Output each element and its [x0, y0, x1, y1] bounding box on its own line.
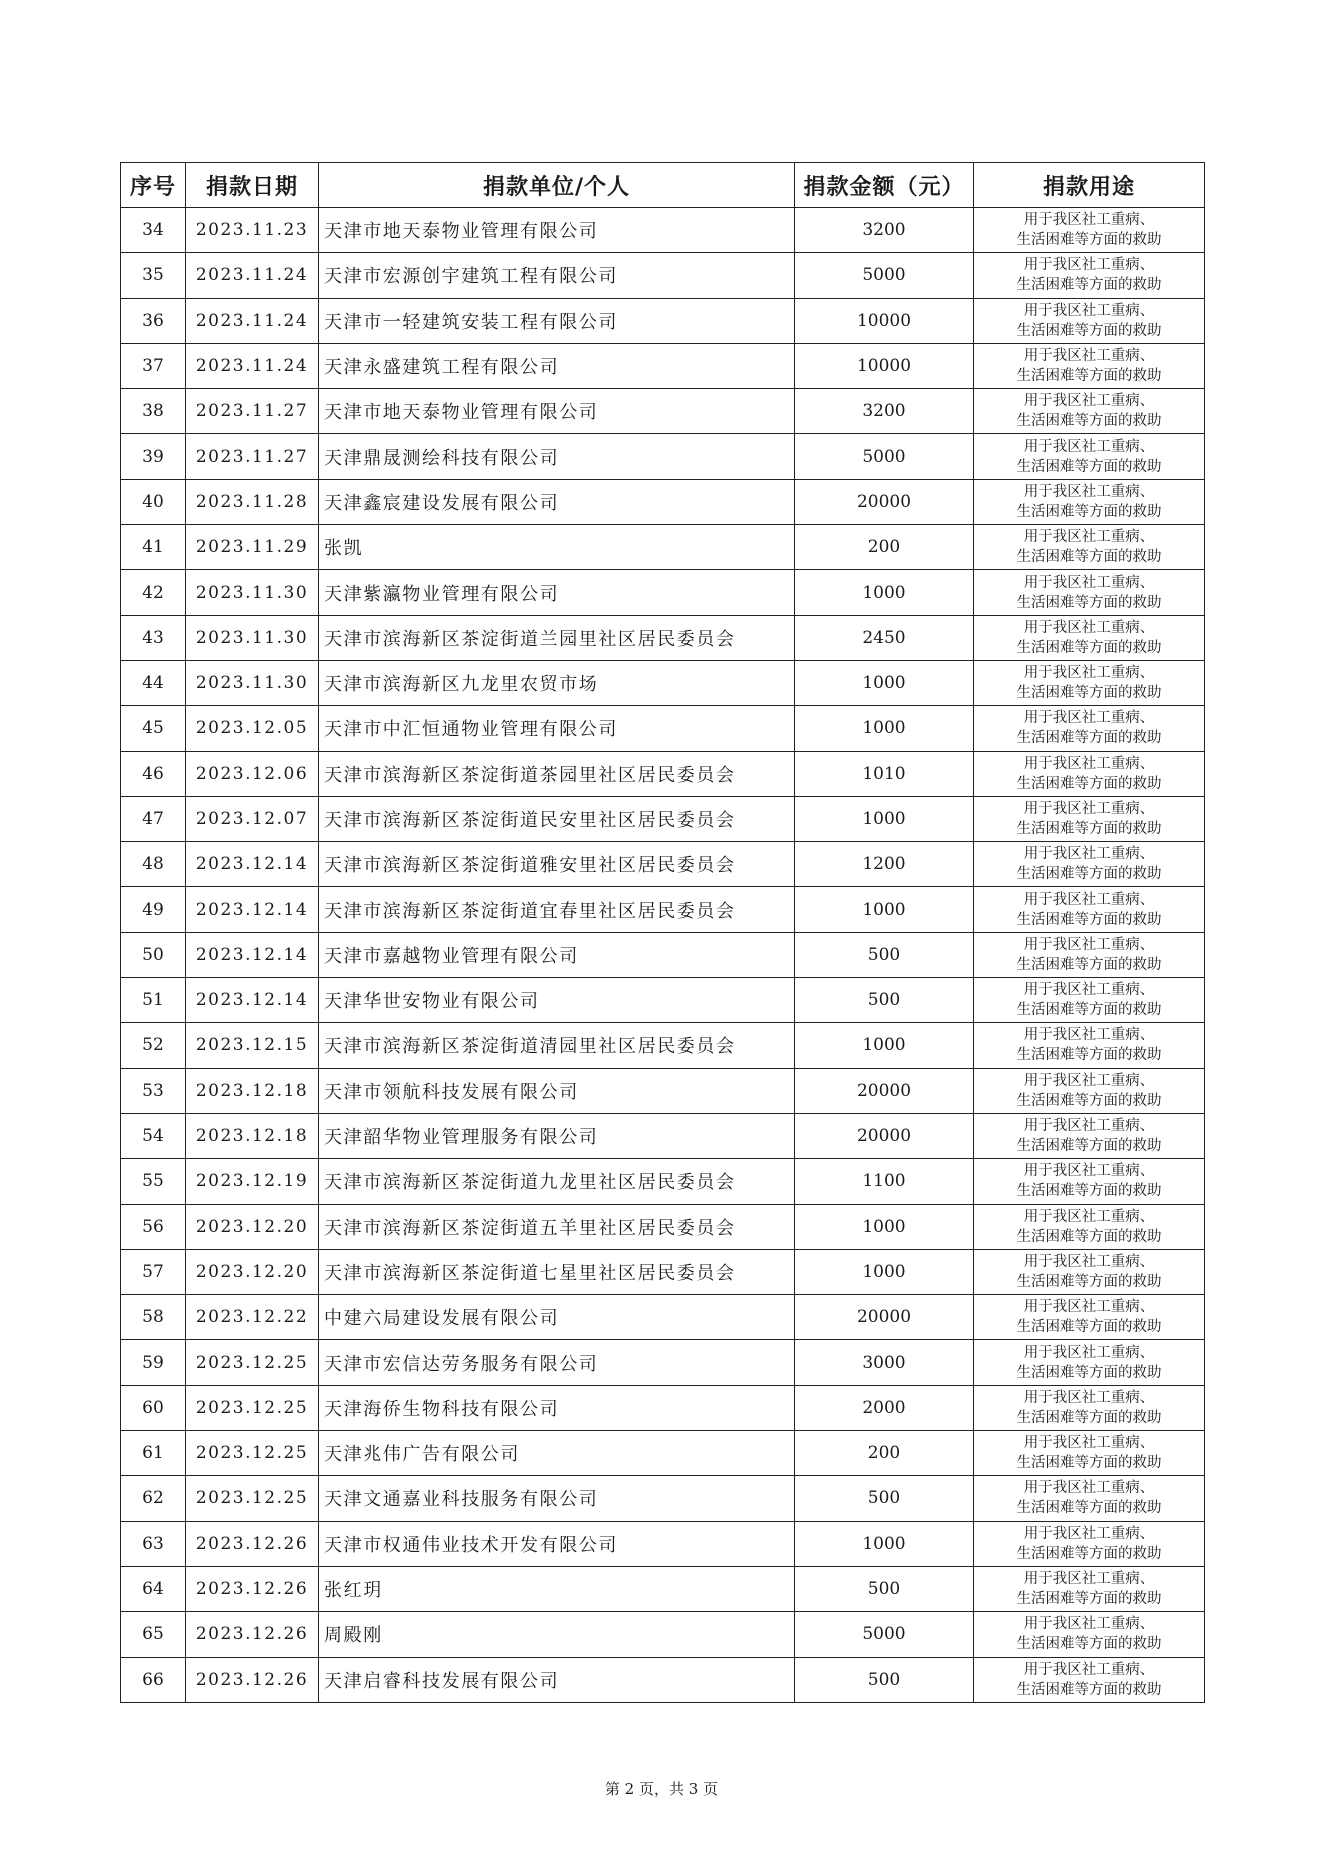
row-purpose [974, 1385, 1205, 1430]
row-purpose-line: 用于我区社工重病、 [1023, 619, 1155, 636]
table-row [121, 1476, 1205, 1521]
row-date: 2023.11.30 [186, 660, 319, 705]
row-purpose-line: 生活困难等方面的救助 [1016, 503, 1162, 520]
row-purpose [974, 298, 1205, 343]
row-purpose-line: 生活困难等方面的救助 [1016, 1183, 1162, 1200]
table-row [121, 660, 1205, 705]
row-purpose [974, 1431, 1205, 1476]
row-purpose-line: 用于我区社工重病、 [1023, 1389, 1155, 1406]
row-donor: 天津市滨海新区九龙里农贸市场 [319, 660, 795, 705]
row-amount: 1000 [795, 796, 974, 841]
row-date: 2023.11.27 [186, 434, 319, 479]
row-purpose [974, 978, 1205, 1023]
row-purpose-line: 用于我区社工重病、 [1023, 665, 1155, 682]
row-purpose-line: 生活困难等方面的救助 [1016, 1636, 1162, 1653]
row-purpose-line: 生活困难等方面的救助 [1016, 1047, 1162, 1064]
row-number: 36 [121, 298, 186, 343]
row-purpose-line: 生活困难等方面的救助 [1016, 1591, 1162, 1608]
row-donor: 中建六局建设发展有限公司 [319, 1295, 795, 1340]
table-row [121, 343, 1205, 388]
row-number: 62 [121, 1476, 186, 1521]
row-donor: 天津启睿科技发展有限公司 [319, 1657, 795, 1702]
table-row [121, 389, 1205, 434]
row-donor: 天津市一轻建筑安装工程有限公司 [319, 298, 795, 343]
row-purpose-line: 生活困难等方面的救助 [1016, 322, 1162, 339]
row-purpose-line: 生活困难等方面的救助 [1016, 413, 1162, 430]
row-donor: 天津市中汇恒通物业管理有限公司 [319, 706, 795, 751]
row-date: 2023.12.25 [186, 1476, 319, 1521]
table-row [121, 1068, 1205, 1113]
row-purpose-line: 生活困难等方面的救助 [1016, 1228, 1162, 1245]
row-purpose [974, 343, 1205, 388]
table-row [121, 887, 1205, 932]
row-date: 2023.12.22 [186, 1295, 319, 1340]
row-purpose-line: 生活困难等方面的救助 [1016, 956, 1162, 973]
row-purpose-line: 用于我区社工重病、 [1023, 529, 1155, 546]
table-body [121, 208, 1205, 1703]
row-date: 2023.11.27 [186, 389, 319, 434]
row-amount: 20000 [795, 1295, 974, 1340]
row-amount: 2450 [795, 615, 974, 660]
row-purpose [974, 1023, 1205, 1068]
row-number: 52 [121, 1023, 186, 1068]
row-number: 61 [121, 1431, 186, 1476]
row-amount: 5000 [795, 253, 974, 298]
row-purpose-line: 生活困难等方面的救助 [1016, 1500, 1162, 1517]
row-amount: 1000 [795, 1521, 974, 1566]
row-purpose-line: 用于我区社工重病、 [1023, 1118, 1155, 1135]
row-donor: 天津市滨海新区茶淀街道茶园里社区居民委员会 [319, 751, 795, 796]
row-purpose-line: 用于我区社工重病、 [1023, 1299, 1155, 1316]
row-number: 55 [121, 1159, 186, 1204]
row-amount: 5000 [795, 434, 974, 479]
table-row [121, 1249, 1205, 1294]
table-row [121, 1159, 1205, 1204]
row-number: 60 [121, 1385, 186, 1430]
row-purpose [974, 796, 1205, 841]
row-date: 2023.11.29 [186, 525, 319, 570]
row-purpose-line: 用于我区社工重病、 [1023, 1525, 1155, 1542]
row-amount: 10000 [795, 343, 974, 388]
row-amount: 3200 [795, 208, 974, 253]
row-purpose-line: 生活困难等方面的救助 [1016, 730, 1162, 747]
table-row [121, 253, 1205, 298]
row-purpose [974, 208, 1205, 253]
row-donor: 天津华世安物业有限公司 [319, 978, 795, 1023]
row-number: 42 [121, 570, 186, 615]
row-purpose-line: 生活困难等方面的救助 [1016, 1092, 1162, 1109]
row-purpose [974, 434, 1205, 479]
row-date: 2023.12.19 [186, 1159, 319, 1204]
row-amount: 20000 [795, 1113, 974, 1158]
row-date: 2023.12.25 [186, 1340, 319, 1385]
row-number: 35 [121, 253, 186, 298]
row-donor: 天津市滨海新区茶淀街道清园里社区居民委员会 [319, 1023, 795, 1068]
row-purpose-line: 用于我区社工重病、 [1023, 1435, 1155, 1452]
row-donor: 天津紫瀛物业管理有限公司 [319, 570, 795, 615]
row-purpose-line: 用于我区社工重病、 [1023, 257, 1155, 274]
table-row [121, 1657, 1205, 1702]
table-row [121, 525, 1205, 570]
row-date: 2023.12.26 [186, 1657, 319, 1702]
row-number: 57 [121, 1249, 186, 1294]
row-number: 56 [121, 1204, 186, 1249]
row-amount: 20000 [795, 479, 974, 524]
row-amount: 1000 [795, 887, 974, 932]
table-row [121, 932, 1205, 977]
row-purpose-line: 用于我区社工重病、 [1023, 1344, 1155, 1361]
row-purpose [974, 615, 1205, 660]
row-donor: 天津市滨海新区茶淀街道九龙里社区居民委员会 [319, 1159, 795, 1204]
row-purpose-line: 生活困难等方面的救助 [1016, 1545, 1162, 1562]
row-purpose-line: 用于我区社工重病、 [1023, 846, 1155, 863]
row-purpose-line: 用于我区社工重病、 [1023, 348, 1155, 365]
row-date: 2023.12.15 [186, 1023, 319, 1068]
row-purpose-line: 生活困难等方面的救助 [1016, 232, 1162, 249]
row-date: 2023.11.30 [186, 570, 319, 615]
row-amount: 200 [795, 1431, 974, 1476]
row-amount: 1000 [795, 570, 974, 615]
row-date: 2023.12.25 [186, 1431, 319, 1476]
row-purpose-line: 生活困难等方面的救助 [1016, 821, 1162, 837]
row-date: 2023.12.18 [186, 1113, 319, 1158]
row-purpose-line: 生活困难等方面的救助 [1016, 1364, 1162, 1381]
row-number: 40 [121, 479, 186, 524]
row-purpose-line: 生活困难等方面的救助 [1016, 368, 1162, 385]
row-purpose-line: 用于我区社工重病、 [1023, 1661, 1155, 1678]
row-purpose-line: 用于我区社工重病、 [1023, 891, 1155, 908]
row-purpose-line: 生活困难等方面的救助 [1016, 866, 1162, 883]
row-amount: 3000 [795, 1340, 974, 1385]
row-donor: 天津鼎晟测绘科技有限公司 [319, 434, 795, 479]
row-donor: 天津文通嘉业科技服务有限公司 [319, 1476, 795, 1521]
row-purpose-line: 用于我区社工重病、 [1023, 438, 1155, 455]
row-date: 2023.12.14 [186, 978, 319, 1023]
row-number: 38 [121, 389, 186, 434]
row-number: 43 [121, 615, 186, 660]
row-donor: 天津鑫宸建设发展有限公司 [319, 479, 795, 524]
row-date: 2023.12.14 [186, 887, 319, 932]
row-purpose-line: 生活困难等方面的救助 [1016, 594, 1162, 611]
row-date: 2023.12.20 [186, 1249, 319, 1294]
row-number: 51 [121, 978, 186, 1023]
row-purpose [974, 1566, 1205, 1611]
row-purpose-line: 生活困难等方面的救助 [1016, 685, 1162, 702]
row-amount: 500 [795, 978, 974, 1023]
row-donor: 周殿刚 [319, 1612, 795, 1657]
row-purpose [974, 1476, 1205, 1521]
row-purpose-line: 用于我区社工重病、 [1023, 982, 1155, 999]
row-purpose-line: 生活困难等方面的救助 [1016, 639, 1162, 656]
row-donor: 天津海侨生物科技有限公司 [319, 1385, 795, 1430]
row-date: 2023.12.26 [186, 1521, 319, 1566]
row-amount: 500 [795, 932, 974, 977]
table-row [121, 706, 1205, 751]
row-amount: 500 [795, 1566, 974, 1611]
row-purpose-line: 生活困难等方面的救助 [1016, 1409, 1162, 1426]
row-number: 39 [121, 434, 186, 479]
row-date: 2023.12.25 [186, 1385, 319, 1430]
row-purpose [974, 1204, 1205, 1249]
row-purpose-line: 用于我区社工重病、 [1023, 1208, 1155, 1225]
row-donor: 天津兆伟广告有限公司 [319, 1431, 795, 1476]
row-purpose-line: 用于我区社工重病、 [1023, 1072, 1155, 1089]
table-row [121, 1612, 1205, 1657]
row-purpose [974, 1521, 1205, 1566]
row-donor: 天津市嘉越物业管理有限公司 [319, 932, 795, 977]
table-row [121, 298, 1205, 343]
row-purpose-line: 用于我区社工重病、 [1023, 483, 1155, 500]
row-donor: 天津市滨海新区茶淀街道民安里社区居民委员会 [319, 796, 795, 841]
row-amount: 1000 [795, 660, 974, 705]
table-row [121, 208, 1205, 253]
table-row [121, 1340, 1205, 1385]
header-no: 序号 [121, 163, 186, 208]
row-purpose-line: 用于我区社工重病、 [1023, 1163, 1155, 1180]
donation-table [120, 162, 1205, 1703]
table-row [121, 751, 1205, 796]
row-amount: 10000 [795, 298, 974, 343]
row-donor: 天津市宏源创宇建筑工程有限公司 [319, 253, 795, 298]
table-row [121, 1295, 1205, 1340]
row-purpose-line: 用于我区社工重病、 [1023, 1616, 1155, 1633]
row-purpose-line: 用于我区社工重病、 [1023, 801, 1155, 817]
row-purpose-line: 生活困难等方面的救助 [1016, 1681, 1162, 1698]
row-amount: 500 [795, 1476, 974, 1521]
row-number: 64 [121, 1566, 186, 1611]
row-donor: 天津市滨海新区茶淀街道雅安里社区居民委员会 [319, 842, 795, 887]
row-number: 44 [121, 660, 186, 705]
row-amount: 5000 [795, 1612, 974, 1657]
row-date: 2023.11.28 [186, 479, 319, 524]
row-number: 34 [121, 208, 186, 253]
table-header-row [121, 163, 1205, 208]
table-row [121, 1566, 1205, 1611]
row-purpose [974, 706, 1205, 751]
row-donor: 天津市宏信达劳务服务有限公司 [319, 1340, 795, 1385]
row-date: 2023.11.24 [186, 343, 319, 388]
row-date: 2023.12.05 [186, 706, 319, 751]
row-donor: 张红玥 [319, 1566, 795, 1611]
row-purpose [974, 1295, 1205, 1340]
row-donor: 天津永盛建筑工程有限公司 [319, 343, 795, 388]
table-row [121, 479, 1205, 524]
row-amount: 1000 [795, 1023, 974, 1068]
row-purpose [974, 751, 1205, 796]
header-amount: 捐款金额（元） [795, 163, 974, 208]
row-number: 59 [121, 1340, 186, 1385]
row-date: 2023.11.30 [186, 615, 319, 660]
row-number: 37 [121, 343, 186, 388]
row-purpose-line: 生活困难等方面的救助 [1016, 1273, 1162, 1290]
row-purpose-line: 生活困难等方面的救助 [1016, 549, 1162, 566]
row-donor: 天津市地天泰物业管理有限公司 [319, 389, 795, 434]
row-number: 53 [121, 1068, 186, 1113]
row-date: 2023.12.06 [186, 751, 319, 796]
row-purpose [974, 1068, 1205, 1113]
row-date: 2023.12.20 [186, 1204, 319, 1249]
row-donor: 天津市滨海新区茶淀街道七星里社区居民委员会 [319, 1249, 795, 1294]
row-number: 65 [121, 1612, 186, 1657]
header-donor: 捐款单位/个人 [319, 163, 795, 208]
row-purpose [974, 1159, 1205, 1204]
row-number: 66 [121, 1657, 186, 1702]
row-number: 49 [121, 887, 186, 932]
header-date: 捐款日期 [186, 163, 319, 208]
row-purpose [974, 1657, 1205, 1702]
row-purpose-line: 生活困难等方面的救助 [1016, 911, 1162, 928]
row-purpose [974, 1612, 1205, 1657]
row-amount: 200 [795, 525, 974, 570]
table-row [121, 1521, 1205, 1566]
row-donor: 张凯 [319, 525, 795, 570]
row-purpose [974, 842, 1205, 887]
row-date: 2023.12.07 [186, 796, 319, 841]
row-number: 48 [121, 842, 186, 887]
row-donor: 天津市滨海新区茶淀街道兰园里社区居民委员会 [319, 615, 795, 660]
table-row [121, 842, 1205, 887]
table-row [121, 1023, 1205, 1068]
row-amount: 1000 [795, 1204, 974, 1249]
row-date: 2023.11.24 [186, 298, 319, 343]
table-row [121, 1113, 1205, 1158]
row-purpose-line: 生活困难等方面的救助 [1016, 1002, 1162, 1019]
row-amount: 3200 [795, 389, 974, 434]
row-date: 2023.12.26 [186, 1566, 319, 1611]
row-purpose-line: 生活困难等方面的救助 [1016, 1319, 1162, 1336]
row-purpose [974, 570, 1205, 615]
row-purpose-line: 用于我区社工重病、 [1023, 936, 1155, 953]
row-number: 50 [121, 932, 186, 977]
row-donor: 天津市地天泰物业管理有限公司 [319, 208, 795, 253]
row-purpose [974, 253, 1205, 298]
row-purpose [974, 525, 1205, 570]
row-purpose [974, 1340, 1205, 1385]
row-date: 2023.11.23 [186, 208, 319, 253]
table-row [121, 615, 1205, 660]
row-number: 54 [121, 1113, 186, 1158]
row-purpose-line: 生活困难等方面的救助 [1016, 1455, 1162, 1472]
row-purpose-line: 生活困难等方面的救助 [1016, 775, 1162, 792]
row-donor: 天津市滨海新区茶淀街道宜春里社区居民委员会 [319, 887, 795, 932]
row-number: 58 [121, 1295, 186, 1340]
table-row [121, 570, 1205, 615]
table-row [121, 1431, 1205, 1476]
row-amount: 1010 [795, 751, 974, 796]
row-purpose-line: 用于我区社工重病、 [1023, 1480, 1155, 1497]
row-purpose [974, 479, 1205, 524]
row-purpose-line: 用于我区社工重病、 [1023, 1027, 1155, 1044]
row-donor: 天津韶华物业管理服务有限公司 [319, 1113, 795, 1158]
row-purpose [974, 887, 1205, 932]
table-row [121, 434, 1205, 479]
row-purpose [974, 932, 1205, 977]
row-purpose-line: 用于我区社工重病、 [1023, 393, 1155, 410]
row-purpose [974, 1113, 1205, 1158]
row-number: 63 [121, 1521, 186, 1566]
row-date: 2023.12.18 [186, 1068, 319, 1113]
row-purpose-line: 用于我区社工重病、 [1023, 1571, 1155, 1588]
row-purpose-line: 用于我区社工重病、 [1023, 1253, 1155, 1270]
row-purpose [974, 389, 1205, 434]
row-purpose [974, 660, 1205, 705]
row-date: 2023.11.24 [186, 253, 319, 298]
row-amount: 2000 [795, 1385, 974, 1430]
table-row [121, 978, 1205, 1023]
row-amount: 1000 [795, 706, 974, 751]
row-date: 2023.12.14 [186, 842, 319, 887]
row-donor: 天津市领航科技发展有限公司 [319, 1068, 795, 1113]
row-purpose-line: 用于我区社工重病、 [1023, 574, 1155, 591]
row-donor: 天津市权通伟业技术开发有限公司 [319, 1521, 795, 1566]
row-amount: 500 [795, 1657, 974, 1702]
row-purpose-line: 生活困难等方面的救助 [1016, 277, 1162, 294]
table-row [121, 796, 1205, 841]
table-row [121, 1204, 1205, 1249]
row-amount: 20000 [795, 1068, 974, 1113]
row-number: 41 [121, 525, 186, 570]
row-purpose [974, 1249, 1205, 1294]
row-amount: 1000 [795, 1249, 974, 1294]
row-date: 2023.12.26 [186, 1612, 319, 1657]
row-purpose-line: 生活困难等方面的救助 [1016, 1138, 1162, 1155]
row-amount: 1200 [795, 842, 974, 887]
page-number: 第 2 页，共 3 页 [604, 1780, 719, 1798]
row-purpose-line: 用于我区社工重病、 [1023, 212, 1155, 229]
row-number: 47 [121, 796, 186, 841]
row-number: 46 [121, 751, 186, 796]
table-row [121, 1385, 1205, 1430]
row-purpose-line: 用于我区社工重病、 [1023, 302, 1155, 319]
row-purpose-line: 用于我区社工重病、 [1023, 755, 1155, 772]
row-amount: 1100 [795, 1159, 974, 1204]
header-purpose: 捐款用途 [974, 163, 1205, 208]
row-date: 2023.12.14 [186, 932, 319, 977]
row-purpose-line: 用于我区社工重病、 [1023, 710, 1155, 727]
row-number: 45 [121, 706, 186, 751]
row-purpose-line: 生活困难等方面的救助 [1016, 458, 1162, 475]
row-donor: 天津市滨海新区茶淀街道五羊里社区居民委员会 [319, 1204, 795, 1249]
